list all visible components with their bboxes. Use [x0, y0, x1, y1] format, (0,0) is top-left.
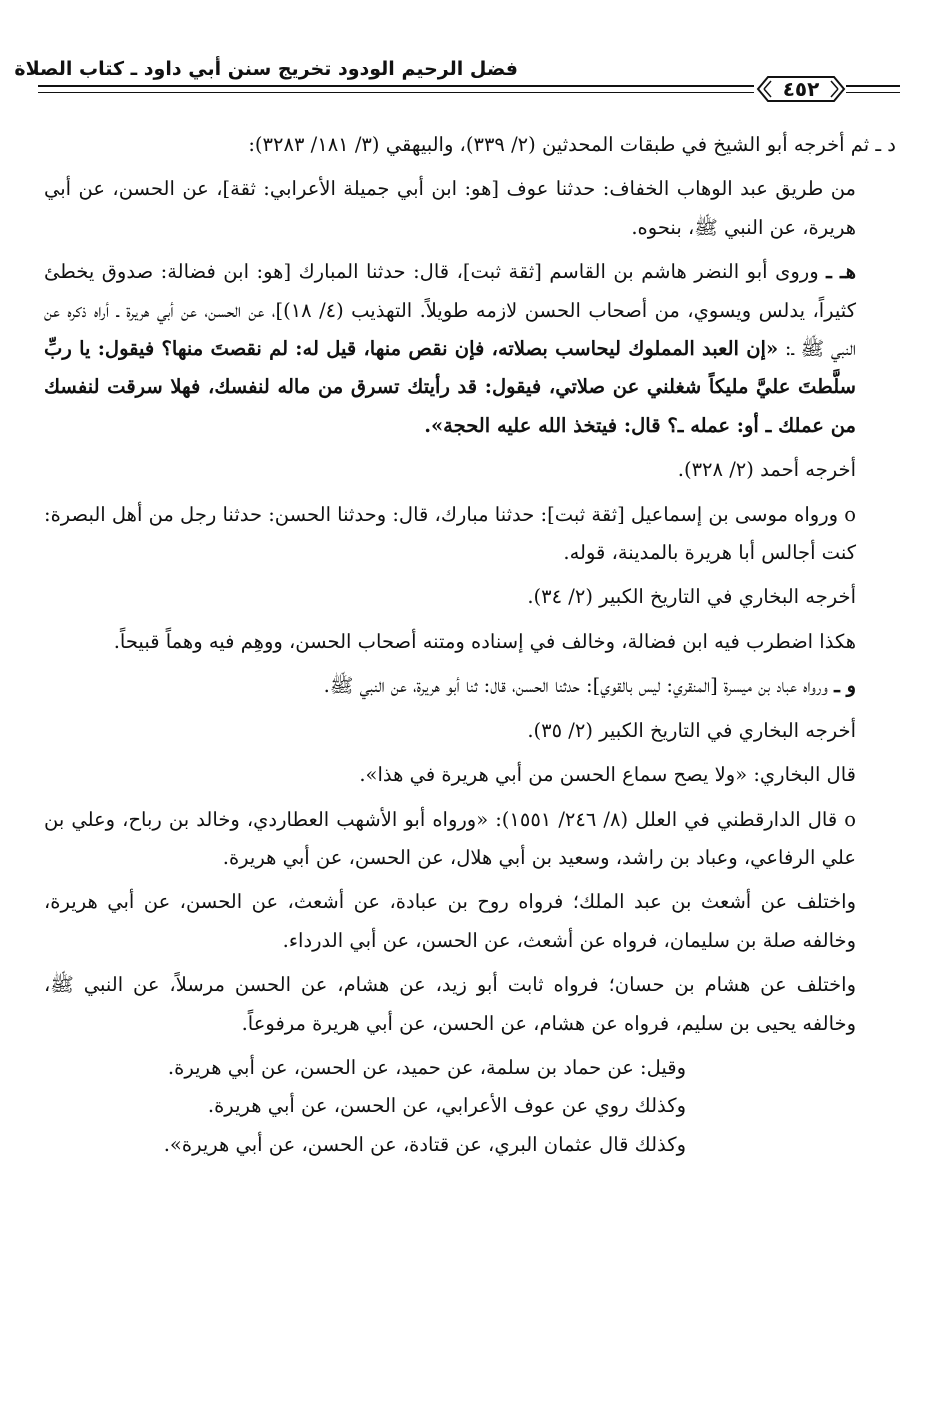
text: د ـ ثم أخرجه أبو الشيخ في طبقات المحدثين (٢/ ٣٣٩)، والبيهقي (٣/ ١٨١/ ٣٢٨٣): — [248, 133, 896, 156]
text: وقيل: عن حماد بن سلمة، عن حميد، عن الحسن، عن أبي هريرة. — [167, 1055, 686, 1079]
text: o ورواه موسى بن إسماعيل [ثقة ثبت]: حدثنا مبارك، قال: وحدثنا الحسن: حدثنا رجل من أهل البصرة: كنت أجالس أبا هريرة بالمدينة، قوله. — [44, 502, 856, 565]
paragraph — [44, 253, 896, 445]
text: وكذلك قال عثمان البري، عن قتادة، عن الحسن، عن أبي هريرة». — [163, 1132, 686, 1156]
text: أخرجه البخاري في التاريخ الكبير (٢/ ٣٤). — [527, 585, 856, 609]
page-header — [14, 52, 900, 112]
running-title: فضل الرحيم الودود تخريج سنن أبي داود ـ كتاب الصلاة — [14, 58, 518, 80]
hadith-text: «إن العبد المملوك ليحاسب بصلاته، فإن نقص منها، قيل له: لم نقصتَ منها؟ فيقول: يا ربِّ سلَّطتَ عليَّ مليكاً شغلني عن صلاتي، فيقول: قد رأيتك تسرق من ماله لنفسك، فهلا سرقت لنفسك من عملك ـ أو: عمله ـ؟ قال: فيتخذ الله عليه الحجة». — [44, 337, 856, 437]
text: أخرجه أحمد (٢/ ٣٢٨). — [677, 458, 856, 482]
paragraph — [44, 170, 896, 247]
page-number-badge — [756, 74, 846, 104]
paragraph — [44, 756, 896, 794]
text: ورواه عباد بن ميسرة [المنقري: ليس بالقوي]: حدثنا الحسن، قال: ثنا أبو هريرة، عن النبي ﷺ. — [323, 674, 828, 698]
text: o قال الدارقطني في العلل (٨/ ٢٤٦/ ١٥٥١): «ورواه أبو الأشهب العطاردي، وخالد بن رباح، وعلي بن علي الرفاعي، وعباد بن راشد، وسعيد بن أبي هلال، عن الحسن، عن أبي هريرة. — [44, 807, 856, 869]
page-body — [44, 126, 896, 1164]
paragraph — [44, 126, 896, 164]
header-rule — [38, 92, 754, 93]
paragraph — [44, 883, 896, 960]
page-number: ٤٥٢ — [782, 77, 820, 101]
section-label: و ـ — [834, 674, 856, 698]
text: واختلف عن هشام بن حسان؛ فرواه ثابت أبو زيد، عن هشام، عن الحسن مرسلاً، عن النبي ﷺ، وخالفه يحيى بن سليم، فرواه عن هشام، عن الحسن، عن أبي هريرة مرفوعاً. — [44, 973, 856, 1035]
text: هكذا اضطرب فيه ابن فضالة، وخالف في إسناده ومتنه أصحاب الحسن، ووهِم فيه وهماً قبيحاً. — [113, 629, 856, 653]
text: أخرجه البخاري في التاريخ الكبير (٢/ ٣٥). — [527, 718, 856, 742]
paragraph — [44, 451, 896, 489]
paragraph — [44, 712, 896, 750]
text: قال البخاري: «ولا يصح سماع الحسن من أبي هريرة في هذا». — [359, 763, 856, 787]
header-rule — [846, 92, 900, 93]
paragraph — [44, 966, 896, 1043]
paragraph — [44, 1087, 896, 1125]
paragraph — [44, 1049, 896, 1087]
paragraph — [44, 667, 896, 705]
paragraph — [44, 496, 896, 573]
header-rule — [846, 85, 900, 87]
paragraph — [44, 623, 896, 661]
text: من طريق عبد الوهاب الخفاف: حدثنا عوف [هو: ابن أبي جميلة الأعرابي: ثقة]، عن الحسن، عن أبي هريرة، عن النبي ﷺ، بنحوه. — [44, 177, 856, 239]
text: واختلف عن أشعث بن عبد الملك؛ فرواه روح بن عبادة، عن أشعث، عن الحسن، عن أبي هريرة، وخالفه صلة بن سليمان، فرواه عن أشعث، عن الحسن، عن أبي الدرداء. — [44, 890, 856, 952]
text: وروى أبو النضر هاشم بن القاسم [ثقة ثبت]، قال: حدثنا المبارك [هو: ابن فضالة: صدوق يخطئ كثيراً، يدلس ويسوي، من أصحاب الحسن لازمه طويلاً. التهذيب (٤/ ١٨)]، عن الحسن، عن أبي هريرة ـ أراه ذكره عن النبي ﷺ ـ: — [44, 260, 857, 361]
paragraph — [44, 1126, 896, 1164]
header-rule — [38, 85, 754, 87]
paragraph — [44, 801, 896, 878]
section-label: هـ ـ — [826, 260, 856, 284]
text: وكذلك روي عن عوف الأعرابي، عن الحسن، عن أبي هريرة. — [207, 1094, 686, 1118]
paragraph — [44, 578, 896, 616]
